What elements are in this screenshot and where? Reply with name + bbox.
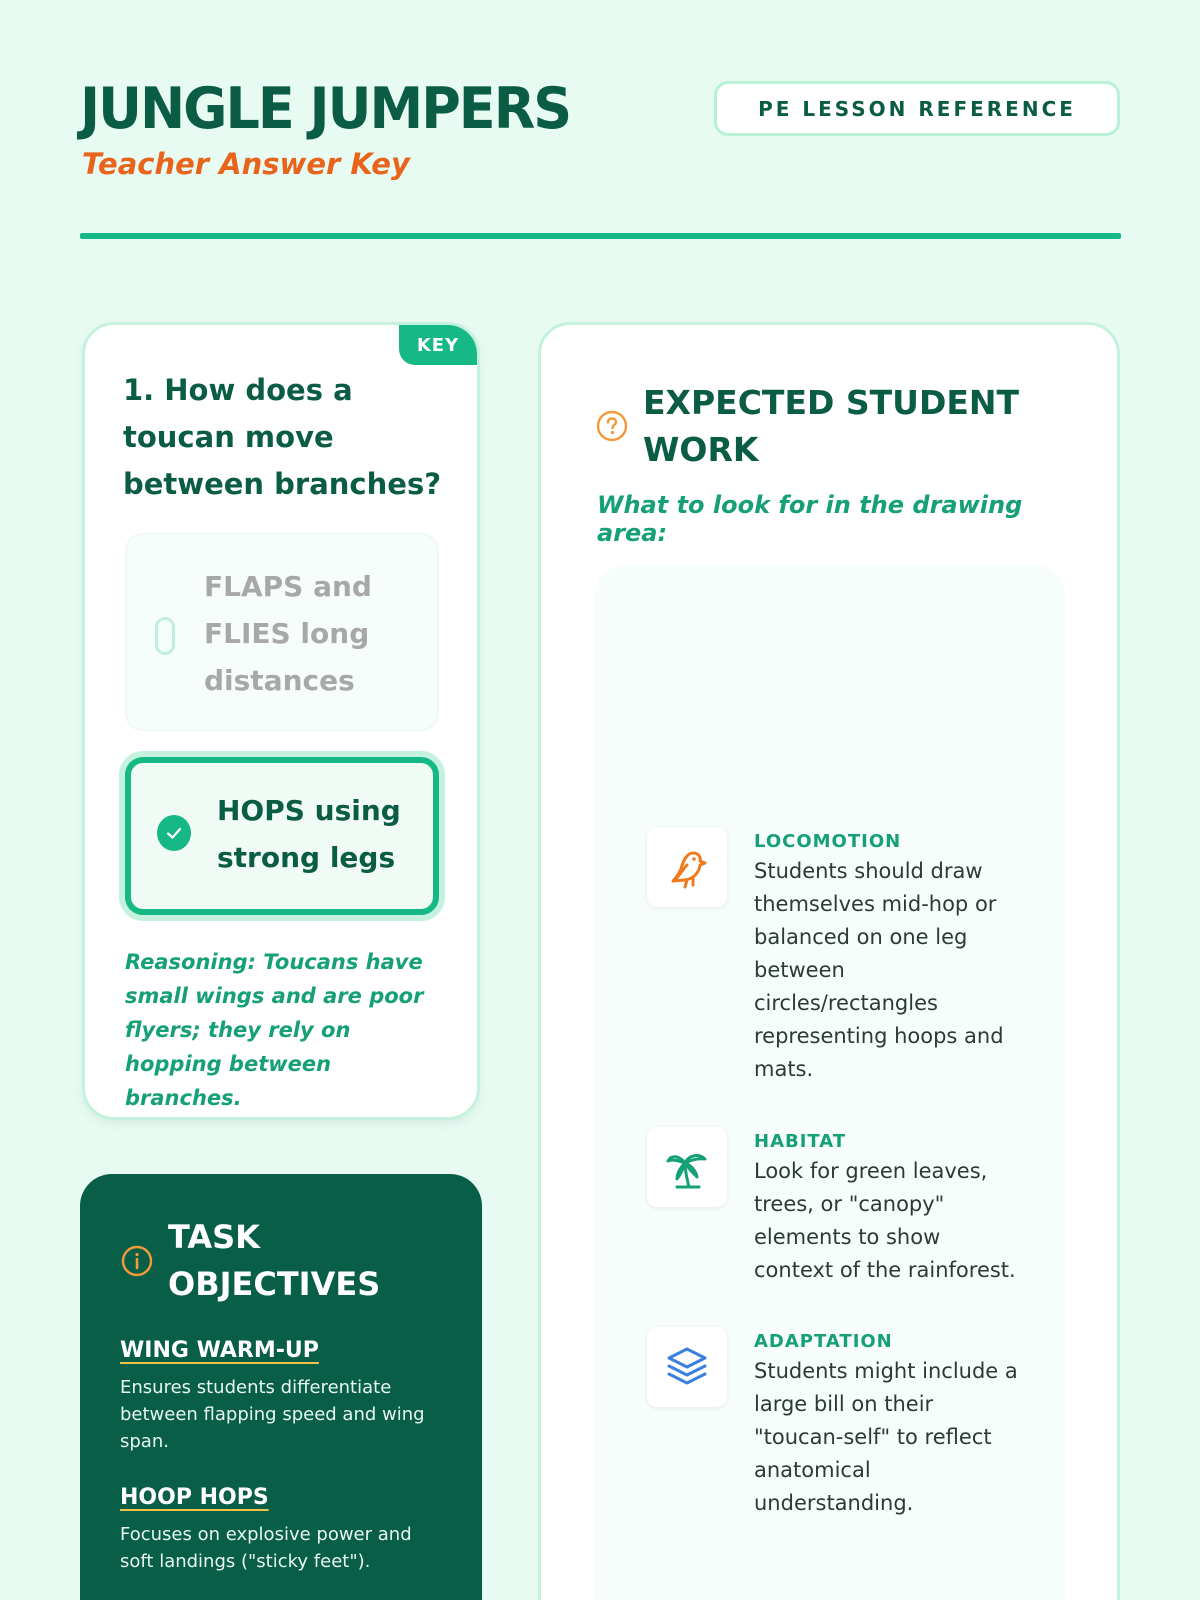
answer-option-label: FLAPS and FLIES long distances xyxy=(204,570,372,697)
task-objectives-card xyxy=(80,1174,482,1600)
objective-title: WING WARM-UP xyxy=(120,1338,319,1363)
info-icon xyxy=(120,1244,154,1278)
page-subtitle: Teacher Answer Key xyxy=(82,147,410,181)
key-tag: KEY xyxy=(399,325,477,365)
criterion-label: LOCOMOTION xyxy=(754,831,902,852)
unselected-radio-icon xyxy=(155,617,175,655)
layers-icon xyxy=(647,1327,727,1407)
question-text: 1. How does a toucan move between branches? xyxy=(123,373,442,501)
criterion-description: Students should draw themselves mid-hop or balanced on one leg between circles/rectangles representing hoops and mats. xyxy=(754,859,1004,1081)
reference-badge: PE LESSON REFERENCE xyxy=(714,81,1120,136)
palm-tree-icon xyxy=(647,1127,727,1207)
criterion-label: ADAPTATION xyxy=(754,1331,893,1352)
objective-title: HOOP HOPS xyxy=(120,1485,269,1510)
answer-option-label: HOPS using strong legs xyxy=(217,794,401,874)
question-card xyxy=(82,322,480,1120)
expected-work-card xyxy=(538,322,1120,1600)
objective-description: Focuses on explosive power and soft landings ("sticky feet"). xyxy=(120,1524,412,1572)
header-divider xyxy=(80,233,1121,239)
page-title: JUNGLE JUMPERS xyxy=(80,75,571,142)
criterion-description: Look for green leaves, trees, or "canopy" elements to show context of the rainforest. xyxy=(754,1159,1016,1282)
bird-icon xyxy=(647,827,727,907)
drawing-area xyxy=(595,565,1065,1600)
question-icon xyxy=(595,409,629,443)
criterion-description: Students might include a large bill on their "toucan-self" to reflect anatomical understanding. xyxy=(754,1359,1018,1515)
criterion-label: HABITAT xyxy=(754,1131,847,1152)
answer-option-hops[interactable] xyxy=(125,757,439,915)
expected-work-title: EXPECTED STUDENT WORK xyxy=(643,383,1020,469)
objective-description: Ensures students differentiate between flapping speed and wing span. xyxy=(120,1377,425,1452)
expected-work-subtitle: What to look for in the drawing area: xyxy=(597,491,1023,547)
reasoning-text: Reasoning: Toucans have small wings and are poor flyers; they rely on hopping between branches. xyxy=(125,950,424,1110)
answer-option-flaps[interactable] xyxy=(125,533,439,731)
objectives-title: TASK OBJECTIVES xyxy=(168,1218,381,1303)
check-icon xyxy=(157,815,191,851)
